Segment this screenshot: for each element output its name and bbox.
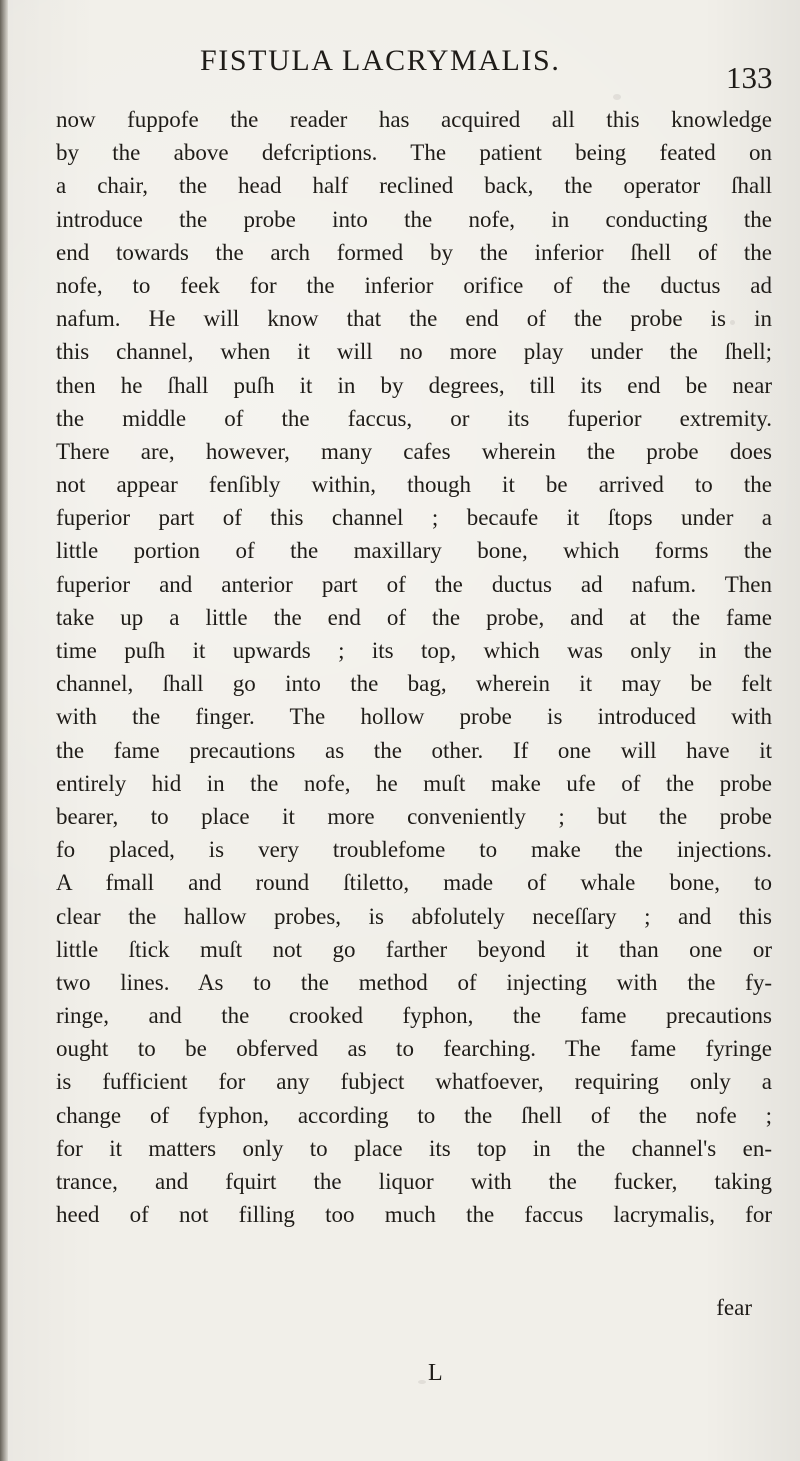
text-line: bearer, to place it more conveniently ; but the probe bbox=[56, 803, 772, 829]
text-line: take up a little the end of the probe, and at the fame bbox=[56, 604, 772, 630]
text-line: clear the hallow probes, is abfolutely neceſſary ; and this bbox=[56, 903, 772, 929]
text-line: little portion of the maxillary bone, which forms the bbox=[56, 538, 772, 564]
text-line: heed of not filling too much the faccus lacrymalis, for bbox=[56, 1202, 772, 1228]
text-line: A fmall and round ſtiletto, made of whale bone, to bbox=[56, 870, 772, 896]
text-line: two lines. As to the method of injecting with the fy- bbox=[56, 969, 772, 995]
catchword: fear bbox=[716, 1295, 752, 1320]
text-line: channel, ſhall go into the bag, wherein it may be felt bbox=[56, 671, 772, 697]
text-line: nafum. He will know that the end of the probe is in bbox=[56, 306, 772, 332]
running-head: FISTULA LACRYMALIS. bbox=[200, 44, 561, 77]
text-line: ought to be obferved as to fearching. The fame fyringe bbox=[56, 1036, 772, 1062]
text-line: fuperior part of this channel ; becaufe it ſtops under a bbox=[56, 505, 772, 531]
paper-speck bbox=[613, 94, 621, 100]
text-line: fo placed, is very troublefome to make the injections. bbox=[56, 837, 772, 863]
paper-speck bbox=[744, 620, 750, 625]
text-line: is fufficient for any fubject whatfoever, requiring only a bbox=[56, 1069, 772, 1095]
text-line: this channel, when it will no more play under the ſhell; bbox=[56, 339, 772, 365]
page-number: 133 bbox=[726, 60, 773, 95]
text-line: not appear fenſibly within, though it be arrived to the bbox=[56, 472, 772, 498]
text-line: for it matters only to place its top in the channel's en- bbox=[56, 1135, 772, 1161]
text-line: the middle of the faccus, or its fuperior extremity. bbox=[56, 405, 772, 431]
text-line: time puſh it upwards ; its top, which was only in the bbox=[56, 638, 772, 663]
page-binding-edge bbox=[0, 0, 8, 1461]
text-line: fuperior and anterior part of the ductus ad nafum. Then bbox=[56, 571, 772, 597]
paper-speck bbox=[730, 320, 735, 325]
text-line: the fame precautions as the other. If one will have it bbox=[56, 737, 772, 763]
text-line: change of fyphon, according to the ſhell of the nofe ; bbox=[56, 1102, 772, 1128]
text-line: ringe, and the crooked fyphon, the fame precautions bbox=[56, 1003, 772, 1029]
paper-speck bbox=[418, 1380, 426, 1384]
text-line: little ſtick muſt not go farther beyond it than one or bbox=[56, 936, 772, 962]
text-line: now fuppofe the reader has acquired all this knowledge bbox=[56, 107, 772, 132]
text-line: by the above defcriptions. The patient being feated on bbox=[56, 140, 772, 166]
text-line: nofe, to feek for the inferior orifice of the ductus ad bbox=[56, 272, 772, 298]
text-line: There are, however, many cafes wherein the probe does bbox=[56, 438, 772, 464]
text-line: end towards the arch formed by the inferior ſhell of the bbox=[56, 239, 772, 265]
printer-signature: L bbox=[428, 1360, 443, 1386]
text-line: entirely hid in the nofe, he muſt make ufe of the probe bbox=[56, 770, 772, 796]
text-line: introduce the probe into the nofe, in conducting the bbox=[56, 206, 772, 232]
body-text bbox=[56, 103, 772, 1231]
text-line: with the finger. The hollow probe is introduced with bbox=[56, 704, 772, 730]
text-line: then he ſhall puſh it in by degrees, till its end be near bbox=[56, 372, 772, 398]
text-line: a chair, the head half reclined back, the operator ſhall bbox=[56, 173, 772, 199]
text-line: trance, and fquirt the liquor with the fucker, taking bbox=[56, 1169, 772, 1194]
